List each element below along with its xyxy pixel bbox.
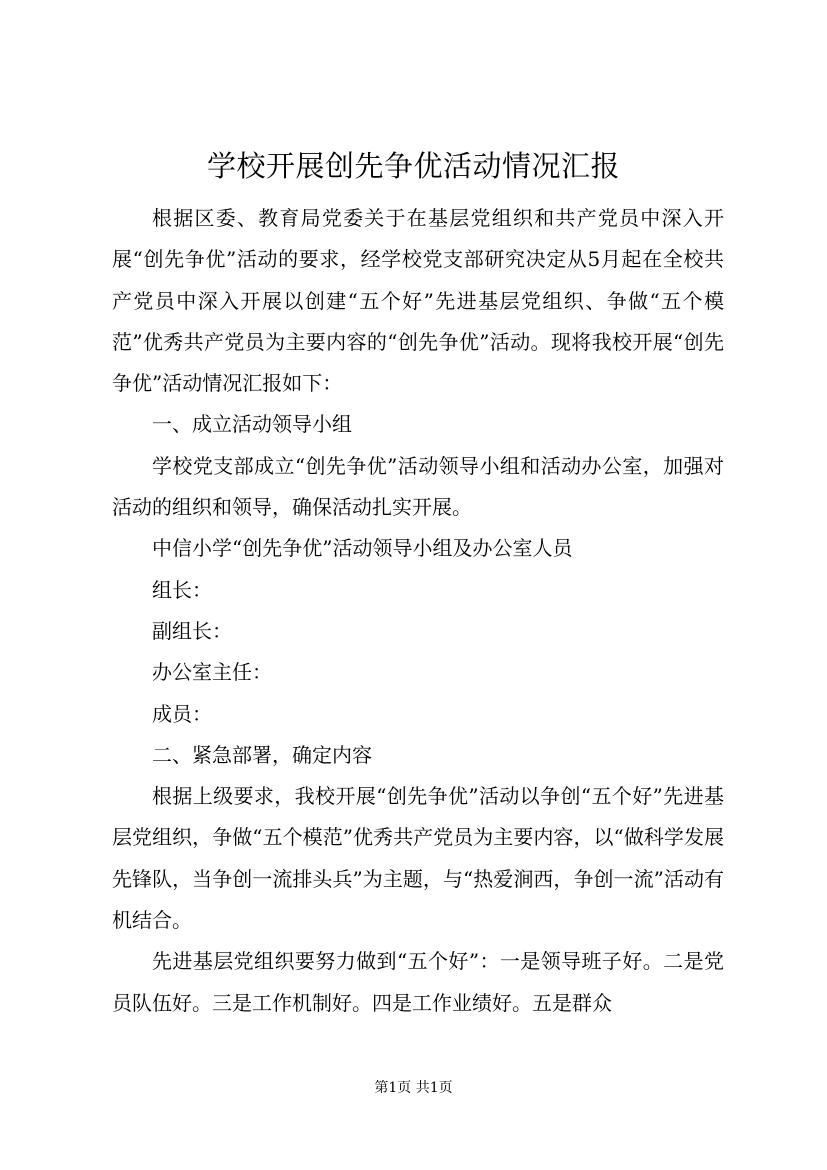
field-office-director: 办公室主任：	[152, 660, 272, 685]
document-title: 学校开展创先争优活动情况汇报	[206, 149, 620, 183]
document-body	[112, 198, 724, 1024]
page-number-footer: 第1页 共1页	[374, 1080, 453, 1096]
field-members: 成员：	[152, 701, 212, 726]
paragraph-content: 根据上级要求，我校开展“创先争优”活动以争创“五个好”先进基层党组织，争做“五个模范”优秀共产党员为主要内容，以“做科学发展先锋队，当争创一流排头兵”为主题，与“热爱涧西，争创一流”活动有机结合。	[112, 784, 724, 933]
paragraph-leadership-group: 学校党支部成立“创先争优”活动领导小组和活动办公室，加强对活动的组织和领导，确保活动扎实开展。	[112, 453, 724, 520]
paragraph-group-members-title: 中信小学“创先争优”活动领导小组及办公室人员	[152, 536, 573, 561]
paragraph-intro: 根据区委、教育局党委关于在基层党组织和共产党员中深入开展“创先争优”活动的要求，经学校党支部研究决定从5月起在全校共产党员中深入开展以创建“五个好”先进基层党组织、争做“五个模范”优秀共产党员为主要内容的“创先争优”活动。现将我校开展“创先争优”活动情况汇报如下：	[112, 206, 724, 396]
heading-section-1: 一、成立活动领导小组	[152, 412, 352, 437]
heading-section-2: 二、紧急部署，确定内容	[152, 742, 372, 767]
paragraph-five-goods: 先进基层党组织要努力做到“五个好”：一是领导班子好。二是党员队伍好。三是工作机制好。四是工作业绩好。五是群众	[112, 949, 724, 1015]
field-deputy-leader: 副组长：	[152, 618, 232, 643]
field-group-leader: 组长：	[152, 577, 212, 602]
